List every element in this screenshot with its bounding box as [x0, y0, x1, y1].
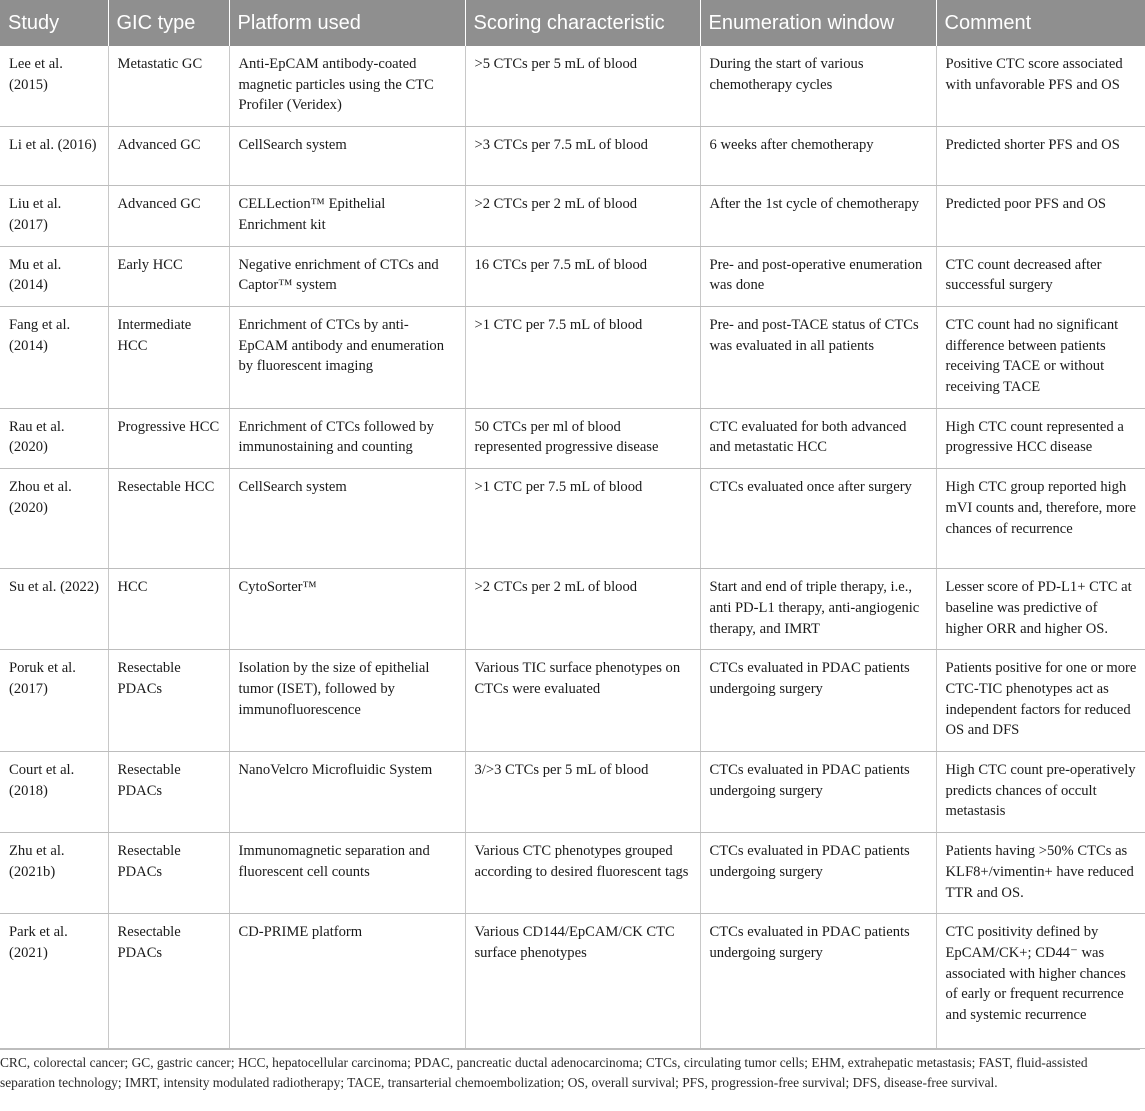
cell-enumeration-window: CTC evaluated for both advanced and metastatic HCC [700, 408, 936, 468]
cell-study: Zhu et al. (2021b) [0, 833, 108, 914]
cell-gic-type: Advanced GC [108, 127, 229, 186]
cell-study: Park et al. (2021) [0, 914, 108, 1049]
table-row [0, 752, 1145, 833]
cell-platform: CD-PRIME platform [229, 914, 465, 1049]
cell-scoring: 50 CTCs per ml of blood represented progressive disease [465, 408, 700, 468]
cell-comment: Predicted poor PFS and OS [936, 186, 1145, 246]
cell-gic-type: Resectable PDACs [108, 833, 229, 914]
table-row [0, 914, 1145, 1049]
cell-scoring: Various TIC surface phenotypes on CTCs were evaluated [465, 650, 700, 752]
cell-platform: CELLection™ Epithelial Enrichment kit [229, 186, 465, 246]
cell-enumeration-window: Start and end of triple therapy, i.e., anti PD-L1 therapy, anti-angiogenic therapy, and IMRT [700, 569, 936, 650]
cell-platform: Negative enrichment of CTCs and Captor™ system [229, 246, 465, 306]
cell-study: Su et al. (2022) [0, 569, 108, 650]
cell-enumeration-window: CTCs evaluated in PDAC patients undergoing surgery [700, 833, 936, 914]
column-header-study: Study [0, 0, 108, 46]
table-row [0, 46, 1145, 127]
cell-comment: CTC count decreased after successful surgery [936, 246, 1145, 306]
cell-enumeration-window: After the 1st cycle of chemotherapy [700, 186, 936, 246]
table-row [0, 186, 1145, 246]
cell-scoring: >2 CTCs per 2 mL of blood [465, 569, 700, 650]
cell-comment: Patients positive for one or more CTC-TIC phenotypes act as independent factors for reduced OS and DFS [936, 650, 1145, 752]
cell-scoring: >3 CTCs per 7.5 mL of blood [465, 127, 700, 186]
cell-study: Rau et al. (2020) [0, 408, 108, 468]
column-header-platform: Platform used [229, 0, 465, 46]
cell-gic-type: Resectable HCC [108, 469, 229, 569]
cell-gic-type: Advanced GC [108, 186, 229, 246]
table-row [0, 650, 1145, 752]
table-row [0, 246, 1145, 306]
cell-comment: Positive CTC score associated with unfavorable PFS and OS [936, 46, 1145, 127]
table-row [0, 306, 1145, 408]
cell-gic-type: Resectable PDACs [108, 914, 229, 1049]
table-row [0, 408, 1145, 468]
cell-gic-type: Resectable PDACs [108, 752, 229, 833]
cell-platform: NanoVelcro Microfluidic System [229, 752, 465, 833]
cell-comment: Predicted shorter PFS and OS [936, 127, 1145, 186]
cell-gic-type: Progressive HCC [108, 408, 229, 468]
cell-scoring: 16 CTCs per 7.5 mL of blood [465, 246, 700, 306]
column-header-comment: Comment [936, 0, 1145, 46]
cell-gic-type: Early HCC [108, 246, 229, 306]
cell-comment: High CTC count represented a progressive HCC disease [936, 408, 1145, 468]
cell-enumeration-window: Pre- and post-operative enumeration was done [700, 246, 936, 306]
cell-scoring: >5 CTCs per 5 mL of blood [465, 46, 700, 127]
table-row [0, 469, 1145, 569]
table-row [0, 833, 1145, 914]
cell-study: Zhou et al. (2020) [0, 469, 108, 569]
cell-comment: Lesser score of PD-L1+ CTC at baseline was predictive of higher ORR and higher OS. [936, 569, 1145, 650]
table-row [0, 127, 1145, 186]
cell-enumeration-window: CTCs evaluated in PDAC patients undergoing surgery [700, 752, 936, 833]
cell-platform: CellSearch system [229, 469, 465, 569]
cell-study: Fang et al. (2014) [0, 306, 108, 408]
cell-enumeration-window: CTCs evaluated in PDAC patients undergoing surgery [700, 650, 936, 752]
cell-study: Liu et al. (2017) [0, 186, 108, 246]
cell-platform: Immunomagnetic separation and fluorescent cell counts [229, 833, 465, 914]
cell-comment: CTC count had no significant difference between patients receiving TACE or without receiving TACE [936, 306, 1145, 408]
cell-gic-type: Resectable PDACs [108, 650, 229, 752]
cell-enumeration-window: Pre- and post-TACE status of CTCs was evaluated in all patients [700, 306, 936, 408]
cell-scoring: 3/>3 CTCs per 5 mL of blood [465, 752, 700, 833]
column-header-enumeration-window: Enumeration window [700, 0, 936, 46]
cell-study: Court et al. (2018) [0, 752, 108, 833]
cell-scoring: >1 CTC per 7.5 mL of blood [465, 306, 700, 408]
cell-gic-type: HCC [108, 569, 229, 650]
cell-platform: Enrichment of CTCs by anti-EpCAM antibody and enumeration by fluorescent imaging [229, 306, 465, 408]
cell-platform: CytoSorter™ [229, 569, 465, 650]
cell-study: Lee et al. (2015) [0, 46, 108, 127]
cell-platform: Enrichment of CTCs followed by immunostaining and counting [229, 408, 465, 468]
cell-enumeration-window: CTCs evaluated in PDAC patients undergoing surgery [700, 914, 936, 1049]
cell-platform: Isolation by the size of epithelial tumor (ISET), followed by immunofluorescence [229, 650, 465, 752]
cell-comment: High CTC group reported high mVI counts and, therefore, more chances of recurrence [936, 469, 1145, 569]
table-header-row [0, 0, 1145, 46]
cell-comment: CTC positivity defined by EpCAM/CK+; CD44⁻ was associated with higher chances of early or frequent recurrence and systemic recurrence [936, 914, 1145, 1049]
cell-comment: High CTC count pre-operatively predicts chances of occult metastasis [936, 752, 1145, 833]
cell-gic-type: Metastatic GC [108, 46, 229, 127]
column-header-scoring: Scoring characteristic [465, 0, 700, 46]
cell-gic-type: Intermediate HCC [108, 306, 229, 408]
table-footnote: CRC, colorectal cancer; GC, gastric cancer; HCC, hepatocellular carcinoma; PDAC, pancreatic ductal adenocarcinoma; CTCs, circulating tumor cells; EHM, extrahepatic metastasis; FAST, fluid-assisted separation technology; IMRT, intensity modulated radiotherapy; TACE, transarterial chemoembolization; OS, overall survival; PFS, progression-free survival; DFS, disease-free survival. [0, 1049, 1140, 1093]
column-header-gic-type: GIC type [108, 0, 229, 46]
cell-scoring: >2 CTCs per 2 mL of blood [465, 186, 700, 246]
table-row [0, 569, 1145, 650]
cell-enumeration-window: During the start of various chemotherapy cycles [700, 46, 936, 127]
cell-study: Mu et al. (2014) [0, 246, 108, 306]
cell-platform: CellSearch system [229, 127, 465, 186]
cell-comment: Patients having >50% CTCs as KLF8+/vimentin+ have reduced TTR and OS. [936, 833, 1145, 914]
cell-study: Li et al. (2016) [0, 127, 108, 186]
cell-scoring: >1 CTC per 7.5 mL of blood [465, 469, 700, 569]
cell-enumeration-window: 6 weeks after chemotherapy [700, 127, 936, 186]
cell-enumeration-window: CTCs evaluated once after surgery [700, 469, 936, 569]
cell-platform: Anti-EpCAM antibody-coated magnetic particles using the CTC Profiler (Veridex) [229, 46, 465, 127]
cell-scoring: Various CTC phenotypes grouped according to desired fluorescent tags [465, 833, 700, 914]
cell-scoring: Various CD144/EpCAM/CK CTC surface phenotypes [465, 914, 700, 1049]
cell-study: Poruk et al. (2017) [0, 650, 108, 752]
